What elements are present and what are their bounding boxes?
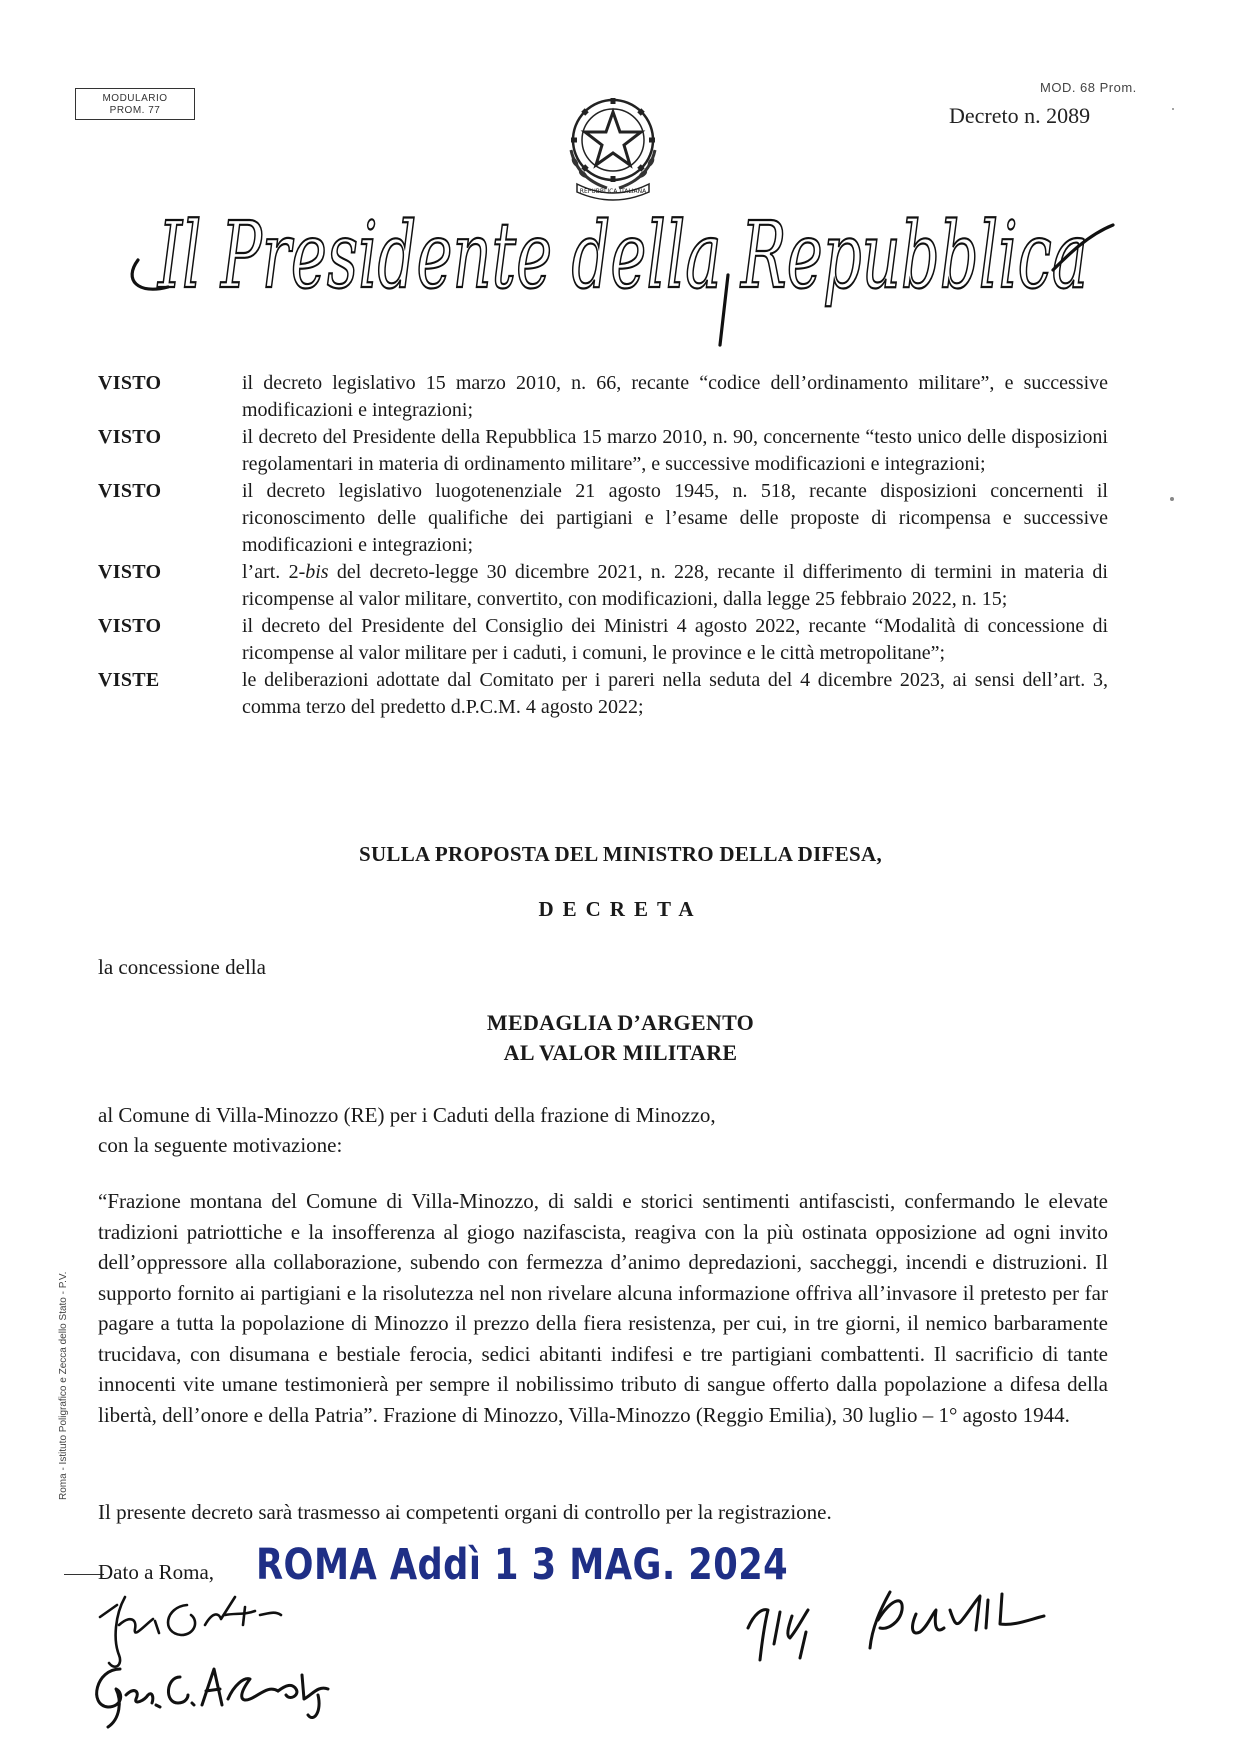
concession-text: la concessione della — [98, 955, 266, 979]
recital-text-part: del decreto-legge 30 dicembre 2021, n. 228, recante il differimento di termini in materia di ricompense al valor militare, convertito, con modificazioni, dalla legge 25 febbraio 2022, n. 15; — [242, 561, 1108, 610]
recital-text-part: l’art. 2- — [242, 561, 306, 583]
recital-text-italic: bis — [305, 561, 329, 583]
signature-president — [740, 1570, 1070, 1665]
recital-item — [98, 370, 1108, 424]
recipient-line2: con la seguente motivazione: — [98, 1133, 343, 1157]
recital-label: VISTO — [98, 561, 162, 583]
scan-speck — [1170, 497, 1174, 501]
form-code: MOD. 68 Prom. — [1040, 80, 1137, 95]
given-at-text: Dato a Roma, — [98, 1560, 215, 1584]
recital-item — [98, 667, 1108, 721]
medal-line2: AL VALOR MILITARE — [503, 1040, 738, 1065]
emblem-inscription: REPUBBLICA ITALIANA — [579, 188, 647, 195]
recital-label: VISTO — [98, 480, 162, 502]
recital-item — [98, 478, 1108, 559]
recital-label: VISTO — [98, 426, 162, 448]
recital-text: il decreto del Presidente del Consiglio dei Ministri 4 agosto 2022, recante “Modalità di concessione di ricompense al valor militare per i caduti, i comuni, le province e le città metropolitane”; — [242, 615, 1108, 664]
recital-item — [98, 424, 1108, 478]
modulario-box — [75, 88, 195, 120]
recital-text: il decreto del Presidente della Repubblica 15 marzo 2010, n. 90, concernente “testo unico delle disposizioni regolamentari in materia di ordinamento militare”, e successive modificazioni e integrazioni; — [242, 426, 1108, 475]
recital-text: il decreto legislativo 15 marzo 2010, n. 66, recante “codice dell’ordinamento militare”, e successive modificazioni e integrazioni; — [242, 372, 1108, 421]
recital-item — [98, 559, 1108, 613]
motivation-text: “Frazione montana del Comune di Villa-Minozzo, di saldi e storici sentimenti antifascisti, confermando le elevate tradizioni patriottiche e la insofferenza al giogo nazifascista, reagiva con la più ostinata opposizione ad ogni invito dell’oppressore alla collaborazione, subendo con fermezza d’animo depredazioni, saccheggi, incendi e distruzioni. Il supporto fornito ai partigiani e la risolutezza nel non rivelare alcuna informazione offriva all’invasore il pretesto per far pagare a tutta la popolazione di Minozzo il prezzo della fiera resistenza, per cui, in tre giorni, il nemico barbaramente trucidava, con disumana e bestiale ferocia, sedici abitanti indifesi e tre partigiani combattenti. Il sacrificio di tante innocenti vite umane testimonierà per sempre il nobilissimo tributo di sangue offerto dalla popolazione a difesa della libertà, dell’onore e della Patria”. Frazione di Minozzo, Villa-Minozzo (Reggio Emilia), 30 luglio – 1° agosto 1944. — [98, 1189, 1108, 1427]
president-title-calligraphy — [128, 205, 1118, 355]
recital-text: le deliberazioni adottate dal Comitato per i pareri nella seduta del 4 dicembre 2023, ai sensi dell’art. 3, comma terzo del predetto d.P.C.M. 4 agosto 2022; — [242, 669, 1108, 718]
recital-item — [98, 613, 1108, 667]
modulario-line2: PROM. 77 — [109, 105, 161, 116]
signature-left-lower — [82, 1655, 342, 1730]
decreta-heading: DECRETA — [538, 897, 703, 921]
recipient-line1: al Comune di Villa-Minozzo (RE) per i Caduti della frazione di Minozzo, — [98, 1103, 716, 1127]
recipient-text — [98, 1100, 716, 1160]
proposal-heading: SULLA PROPOSTA DEL MINISTRO DELLA DIFESA, — [358, 842, 883, 866]
scan-speck — [1172, 108, 1174, 110]
modulario-line1: MODULARIO — [102, 93, 168, 104]
recitals-list — [98, 370, 1108, 721]
recital-label: VISTO — [98, 615, 162, 637]
recital-label: VISTE — [98, 669, 160, 691]
decree-number: Decreto n. 2089 — [949, 103, 1091, 128]
printer-note: Roma - Istituto Poligrafico e Zecca dello Stato - P.V. — [58, 1271, 69, 1500]
president-title: Il Presidente della Repubblica — [156, 205, 1089, 309]
republic-emblem-icon — [557, 90, 669, 202]
closing-text: Il presente decreto sarà trasmesso ai competenti organi di controllo per la registrazione. — [98, 1500, 832, 1524]
recital-text — [242, 559, 1108, 613]
medal-heading — [0, 1008, 1241, 1068]
recital-label: VISTO — [98, 372, 162, 394]
date-stamp: ROMA Addì 1 3 MAG. 2024 — [256, 1540, 789, 1590]
medal-line1: MEDAGLIA D’ARGENTO — [486, 1010, 755, 1035]
recital-text: il decreto legislativo luogotenenziale 21 agosto 1945, n. 518, recante disposizioni concernenti il riconoscimento delle qualifiche dei partigiani e l’esame delle proposte di ricompensa e successive modificazioni e integrazioni; — [242, 480, 1108, 556]
